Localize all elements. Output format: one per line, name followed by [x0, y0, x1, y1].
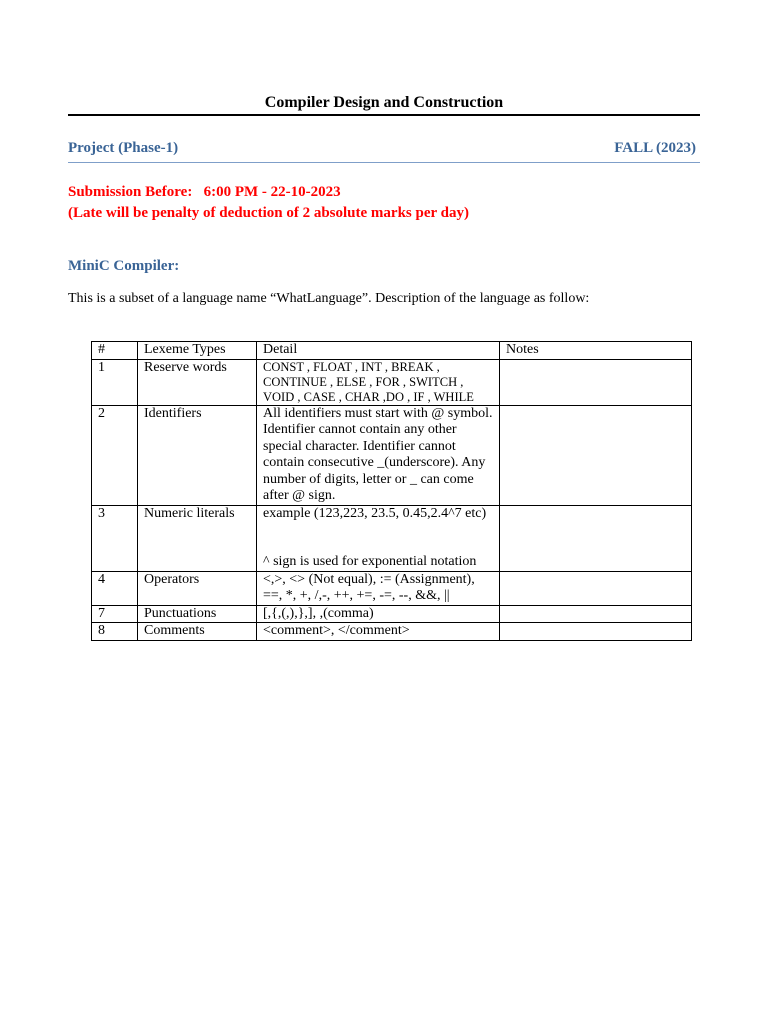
row-number: 8: [92, 623, 138, 641]
section-heading: MiniC Compiler:: [68, 258, 180, 274]
term-label: FALL (2023): [614, 140, 696, 156]
table-row: [92, 359, 692, 405]
row-number: 1: [92, 359, 138, 405]
detail-line: <,>, <> (Not equal), := (Assignment),: [263, 571, 475, 587]
table-header-row: [92, 342, 692, 360]
detail-line: special character. Identifier cannot: [263, 438, 456, 454]
detail-line: Identifier cannot contain any other: [263, 422, 457, 437]
row-number: 4: [92, 571, 138, 605]
detail-line: [,{,(,),},], ,(comma): [263, 605, 374, 621]
row-detail: [257, 571, 500, 605]
detail-line: example (123,223, 23.5, 0.45,2.4^7 etc): [263, 505, 487, 521]
row-notes: [500, 605, 692, 623]
row-notes: [500, 505, 692, 571]
row-detail: [257, 623, 500, 641]
row-lexeme-type: Comments: [138, 623, 257, 641]
detail-line: ^ sign is used for exponential notation: [263, 554, 477, 569]
header-lexeme-types: Lexeme Types: [138, 342, 257, 360]
project-label: Project (Phase-1): [68, 140, 179, 156]
header-number: #: [92, 342, 138, 360]
row-number: 2: [92, 405, 138, 505]
late-penalty-note: (Late will be penalty of deduction of 2 absolute marks per day): [68, 205, 469, 221]
lexeme-table: [91, 341, 692, 641]
row-detail: [257, 405, 500, 505]
row-lexeme-type: Reserve words: [138, 359, 257, 405]
detail-line: after @ sign.: [263, 488, 336, 503]
row-lexeme-type: Identifiers: [138, 405, 257, 505]
blank-line: [263, 522, 493, 538]
table-row: [92, 605, 692, 623]
row-lexeme-type: Operators: [138, 571, 257, 605]
header-notes: Notes: [500, 342, 692, 360]
detail-line: VOID , CASE , CHAR ,DO , IF , WHILE: [263, 389, 474, 404]
detail-line: <comment>, </comment>: [263, 623, 410, 638]
table-row: [92, 505, 692, 571]
row-notes: [500, 571, 692, 605]
detail-line: All identifiers must start with @ symbol.: [263, 405, 493, 421]
document-title: Compiler Design and Construction: [264, 94, 504, 111]
row-number: 3: [92, 505, 138, 571]
row-detail: [257, 605, 500, 623]
row-number: 7: [92, 605, 138, 623]
blank-line: [263, 538, 493, 554]
intro-paragraph: This is a subset of a language name “WhatLanguage”. Description of the language as follow:: [68, 291, 590, 306]
detail-line: ==, *, +, /,-, ++, +=, -=, --, &&, ||: [263, 588, 450, 603]
detail-line: CONTINUE , ELSE , FOR , SWITCH ,: [263, 374, 464, 389]
submission-notice: [68, 182, 708, 224]
submission-deadline: Submission Before: 6:00 PM - 22-10-2023: [68, 184, 341, 200]
title-rule: [68, 114, 700, 116]
table-row: [92, 571, 692, 605]
row-detail: [257, 359, 500, 405]
project-header-rule: [68, 162, 700, 163]
project-header: [68, 139, 696, 157]
row-notes: [500, 623, 692, 641]
table-row: [92, 405, 692, 505]
header-detail: Detail: [257, 342, 500, 360]
detail-line: CONST , FLOAT , INT , BREAK ,: [263, 359, 440, 374]
detail-line: contain consecutive _(underscore). Any: [263, 455, 486, 470]
row-detail: [257, 505, 500, 571]
table-row: [92, 623, 692, 641]
row-lexeme-type: Numeric literals: [138, 505, 257, 571]
row-lexeme-type: Punctuations: [138, 605, 257, 623]
detail-line: number of digits, letter or _ can come: [263, 471, 474, 487]
row-notes: [500, 405, 692, 505]
row-notes: [500, 359, 692, 405]
